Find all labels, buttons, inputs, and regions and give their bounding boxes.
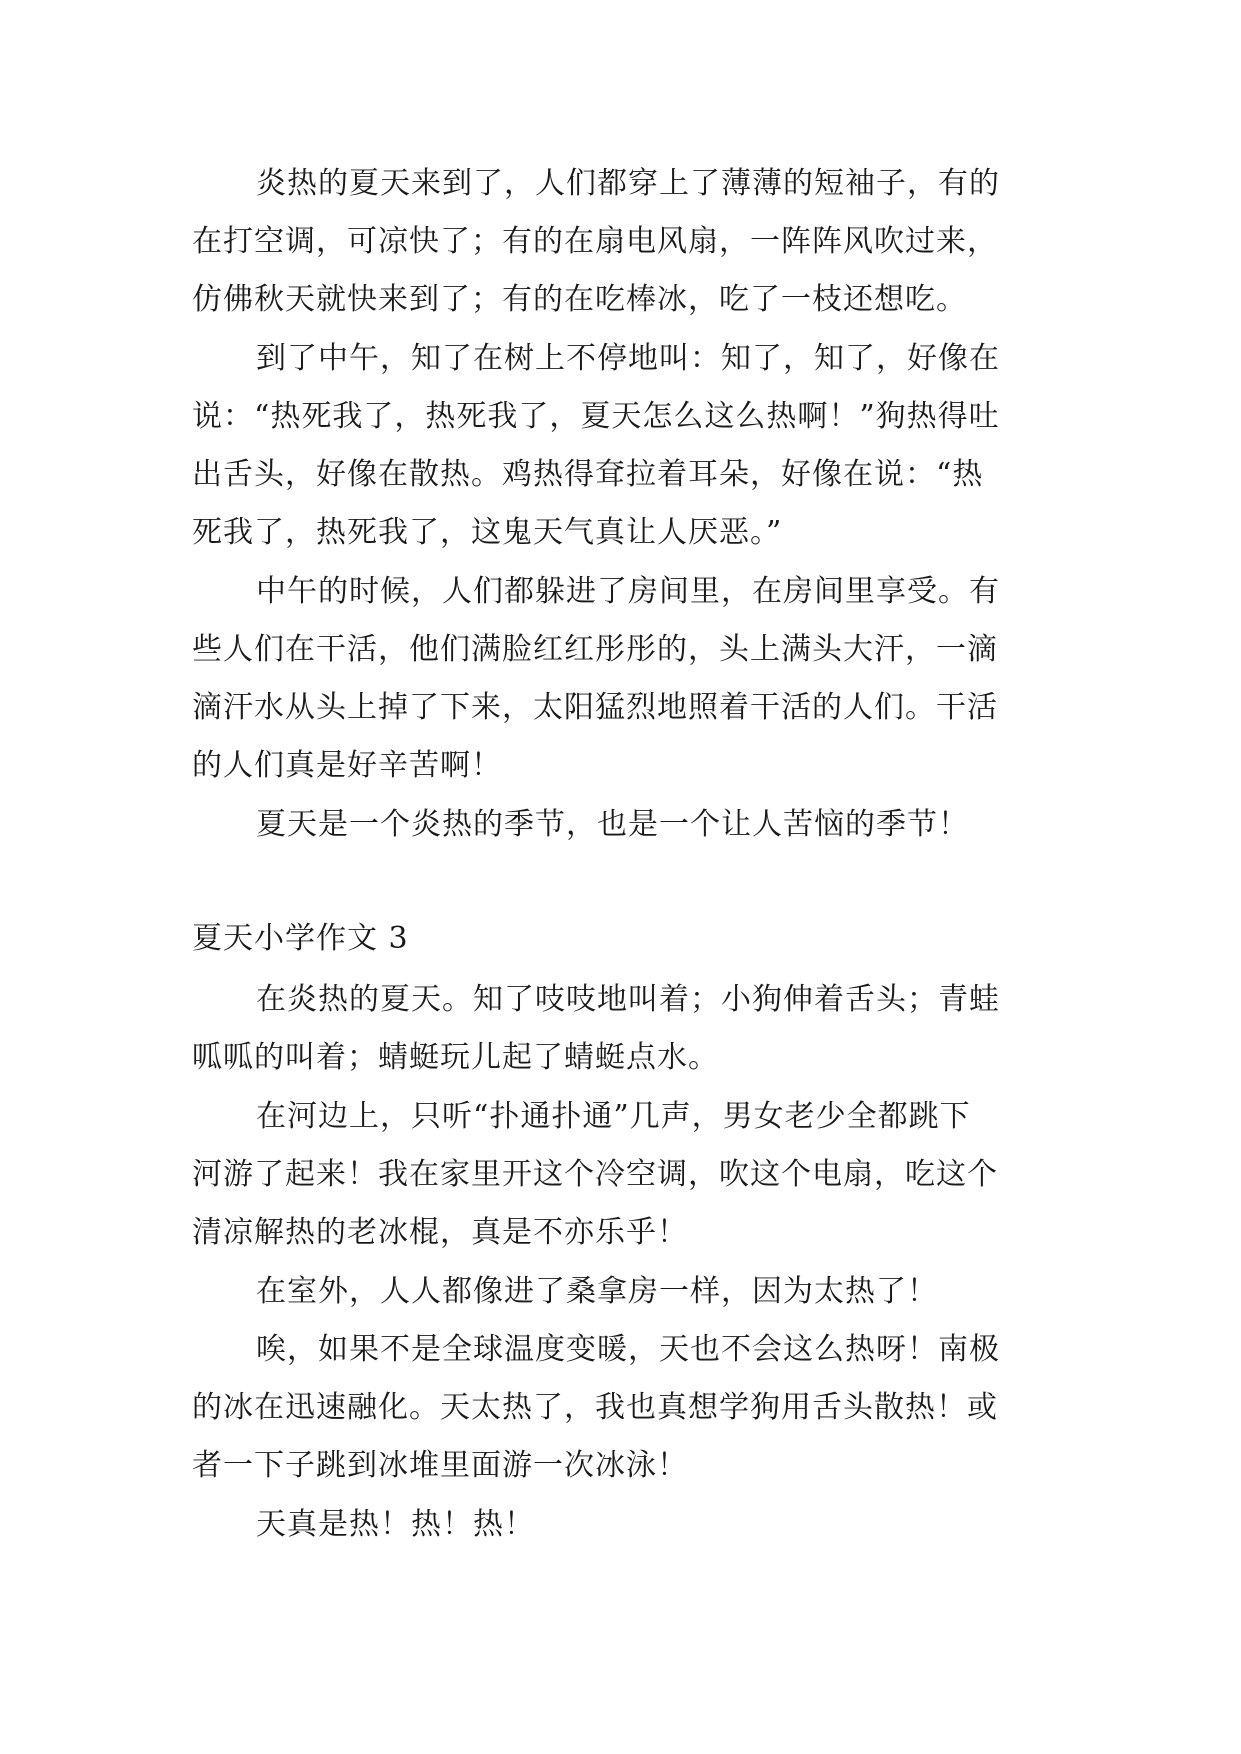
text-line: 到了中午，知了在树上不停地叫：知了，知了，好像在 (256, 341, 1000, 376)
text-line: 中午的时候，人们都躲进了房间里，在房间里享受。有 (256, 574, 1000, 609)
text-line: 者一下子跳到冰堆里面游一次冰泳！ (192, 1448, 688, 1483)
text-line: 呱呱的叫着；蜻蜓玩儿起了蜻蜓点水。 (192, 1040, 719, 1075)
text-line: 在炎热的夏天。知了吱吱地叫着；小狗伸着舌头；青蛙 (256, 982, 1000, 1017)
text-line: 在打空调，可凉快了；有的在扇电风扇，一阵阵风吹过来， (192, 224, 998, 259)
text-line: 在室外，人人都像进了桑拿房一样，因为太热了！ (256, 1274, 938, 1309)
text-line: 仿佛秋天就快来到了；有的在吃棒冰，吃了一枝还想吃。 (192, 282, 967, 317)
text-line: 死我了，热死我了，这鬼天气真让人厌恶。” (192, 515, 783, 550)
text-line: 出舌头，好像在散热。鸡热得耷拉着耳朵，好像在说：“热 (192, 457, 984, 492)
text-line: 的冰在迅速融化。天太热了，我也真想学狗用舌头散热！或 (192, 1390, 998, 1425)
text-line: 说：“热死我了，热死我了，夏天怎么这么热啊！”狗热得吐 (192, 399, 1000, 434)
text-line: 夏天是一个炎热的季节，也是一个让人苦恼的季节！ (256, 807, 969, 842)
text-line: 清凉解热的老冰棍，真是不亦乐乎！ (192, 1215, 688, 1250)
text-line: 天真是热！热！热！ (256, 1507, 535, 1542)
text-line: 滴汗水从头上掉了下来，太阳猛烈地照着干活的人们。干活 (192, 690, 998, 725)
section-heading: 夏天小学作文 3 (192, 921, 409, 956)
text-line: 些人们在干活，他们满脸红红彤彤的，头上满头大汗，一滴 (192, 632, 998, 667)
text-line: 炎热的夏天来到了，人们都穿上了薄薄的短袖子，有的 (256, 166, 1000, 201)
text-line: 在河边上，只听“扑通扑通”几声，男女老少全都跳下 (256, 1099, 971, 1134)
text-line: 的人们真是好辛苦啊！ (192, 748, 502, 783)
text-line: 唉，如果不是全球温度变暖，天也不会这么热呀！南极 (256, 1332, 1000, 1367)
text-line: 河游了起来！我在家里开这个冷空调，吹这个电扇，吃这个 (192, 1157, 998, 1192)
